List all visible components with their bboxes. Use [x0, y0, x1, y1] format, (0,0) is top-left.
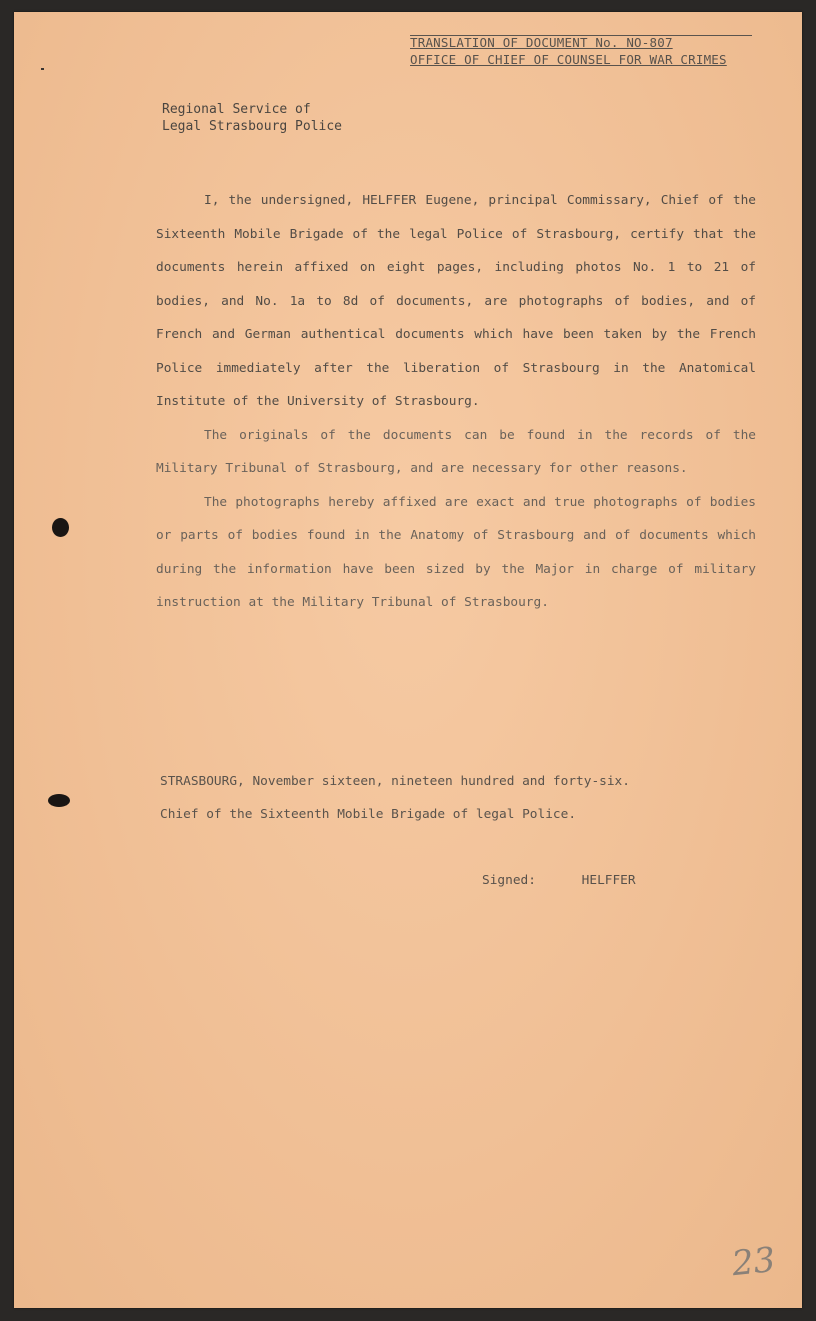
handwritten-page-number: 23 — [730, 1239, 778, 1285]
signed-label: Signed: — [482, 873, 536, 888]
signer-name: HELFFER — [581, 873, 636, 888]
document-body — [156, 184, 756, 620]
punch-hole-upper — [52, 518, 69, 537]
address-line-2: Legal Strasbourg Police — [162, 119, 343, 134]
closing-block — [160, 765, 630, 831]
signer-title: Chief of the Sixteenth Mobile Brigade of legal Police. — [160, 807, 577, 822]
paragraph-photographs: The photographs hereby affixed are exact and true photographs of bodies or parts of bodies found in the Anatomy of Strasbourg and of documents which during the information have been sized by the Major in charge of military instruction at the Military Tribunal of Strasbourg. — [156, 494, 756, 610]
translation-header — [410, 34, 752, 68]
address-line-1: Regional Service of — [162, 102, 311, 117]
header-office: OFFICE OF CHIEF OF COUNSEL FOR WAR CRIMES — [410, 52, 727, 67]
header-top-rule — [410, 35, 752, 36]
margin-mark — [41, 68, 44, 70]
document-page — [14, 12, 802, 1308]
signature-line — [482, 873, 636, 888]
punch-hole-lower — [48, 794, 70, 807]
paragraph-certification: I, the undersigned, HELFFER Eugene, principal Commissary, Chief of the Sixteenth Mobile Brigade of the legal Police of Strasbourg, certify that the documents herein affixed on eight pages, including photos No. 1 to 21 of bodies, and No. 1a to 8d of documents, are photographs of bodies, and of French and German authentical documents which have been taken by the French Police immediately after the liberation of Strasbourg in the Anatomical Institute of the University of Strasbourg. — [156, 193, 756, 409]
address-block — [162, 101, 342, 135]
place-date: STRASBOURG, November sixteen, nineteen hundred and forty-six. — [160, 774, 630, 789]
paragraph-originals: The originals of the documents can be found in the records of the Military Tribunal of Strasbourg, and are necessary for other reasons. — [156, 427, 756, 476]
header-document-number: TRANSLATION OF DOCUMENT No. NO-807 — [410, 35, 673, 50]
